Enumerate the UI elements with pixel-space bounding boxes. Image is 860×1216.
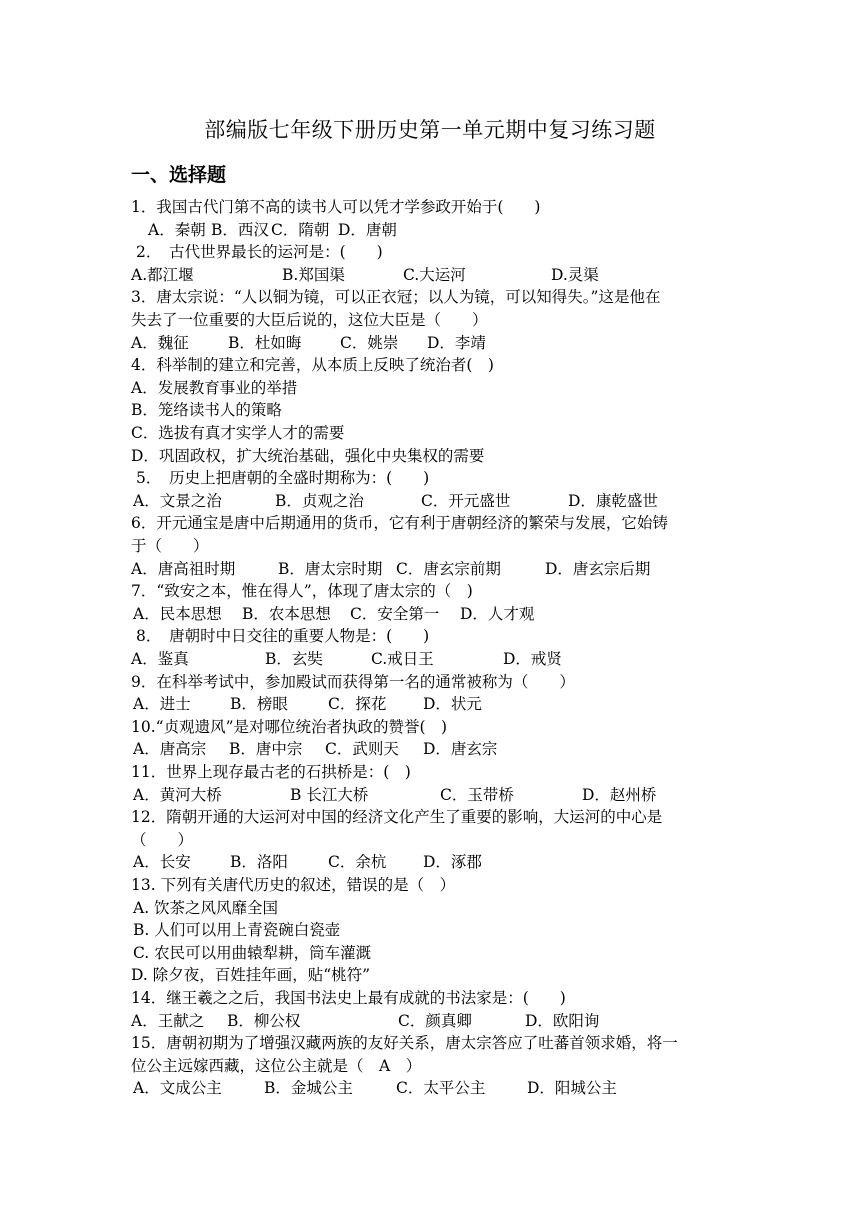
answer-option: D．唐朝 [338,220,397,239]
question-line: D．巩固政权，扩大统治基础，强化中央集权的需要 [131,446,485,465]
question-line: 位公主远嫁西藏，这位公主就是（ A ） [131,1056,422,1075]
answer-option: D．人才观 [460,604,535,623]
answer-option: A．鉴真 [131,650,189,668]
answer-option: B.郑国渠 [282,265,345,284]
answer-option: B．金城公主 [264,1079,353,1098]
answer-option: B．洛阳 [230,853,288,872]
question-line: 12．隋朝开通的大运河对中国的经济文化产生了重要的影响，大运河的中心是 [131,808,663,827]
answer-option: B．农本思想 [242,604,331,623]
answer-option: C．玉带桥 [440,785,514,804]
answer-option: B．西汉 [211,220,269,239]
answer-option: B．榜眼 [230,695,288,714]
question-line: 1．我国古代门第不高的读书人可以凭才学参政开始于( ) [131,198,541,216]
answer-option: B 长江大桥 [290,785,369,804]
answer-option: A．黄河大桥 [133,785,222,804]
answer-option: B．贞观之治 [275,491,364,510]
answer-option: C．颜真卿 [398,1011,472,1030]
answer-option: A．秦朝 [148,220,206,239]
answer-option: A．唐高宗 [133,740,207,759]
answer-option: A．民本思想 [133,604,222,623]
answer-option: A．长安 [133,853,191,872]
question-line: 3．唐太宗说：“人以铜为镜，可以正衣冠；以人为镜，可以知得失。”这是他在 [131,288,661,307]
answer-option: A．魏征 [131,333,189,352]
question-line: 15．唐朝初期为了增强汉藏两族的友好关系，唐太宗答应了吐蕃首领求婚，将一 [131,1034,678,1053]
question-line: 9．在科举考试中，参加殿试而获得第一名的通常被称为（ ） [131,672,575,691]
section-heading: 一、选择题 [131,164,227,186]
answer-option: C．隋朝 [271,220,330,239]
answer-option: A．进士 [133,695,191,714]
question-line: 2． 古代世界最长的运河是：( ) [136,243,383,262]
answer-option: A．唐高祖时期 [131,559,236,578]
question-line: B. 人们可以用上青瓷碗白瓷壶 [133,921,341,940]
answer-option: D．涿郡 [423,853,482,872]
answer-option: B．唐太宗时期 [278,559,383,578]
answer-option: B．杜如晦 [228,333,302,352]
answer-option: D．唐玄宗后期 [545,559,651,578]
question-line: A．发展教育事业的举措 [131,378,298,397]
answer-option: D．赵州桥 [582,785,657,804]
question-line: 4．科举制的建立和完善，从本质上反映了统治者( ) [131,356,494,375]
answer-option: B．柳公权 [227,1011,301,1030]
answer-option: B．唐中宗 [229,740,303,759]
question-line: B．笼络读书人的策略 [131,401,282,420]
answer-option: D．康乾盛世 [568,491,658,510]
answer-option: A．文成公主 [133,1079,222,1098]
answer-option: D．唐玄宗 [423,740,498,759]
answer-option: B．玄奘 [265,650,323,668]
question-line: 失去了一位重要的大臣后说的，这位大臣是（ ） [131,311,488,329]
answer-option: C.戒日王 [371,650,434,668]
question-line: A. 饮茶之风风靡全国 [133,898,279,917]
answer-option: D．状元 [423,695,482,714]
answer-option: A．文景之治 [133,491,222,510]
answer-option: A．王献之 [131,1011,205,1030]
answer-option: C．太平公主 [396,1079,486,1098]
question-line: 5． 历史上把唐朝的全盛时期称为：( ) [136,469,430,488]
question-line: C. 农民可以用曲辕犁耕，筒车灌溉 [133,943,372,962]
question-line: （ ） [131,830,194,849]
answer-option: C．唐玄宗前期 [396,559,501,578]
question-line: 13. 下列有关唐代历史的叙述，错误的是（ ） [131,876,456,894]
question-line: 6．开元通宝是唐中后期通用的货币，它有利于唐朝经济的繁荣与发展，它始铸 [131,514,668,533]
answer-option: C．开元盛世 [421,491,511,510]
answer-option: C．武则天 [325,740,399,759]
answer-option: C.大运河 [403,265,466,284]
answer-option: C．姚崇 [340,333,399,352]
answer-option: C．余杭 [328,853,387,872]
answer-option: D．欧阳询 [525,1011,600,1030]
answer-option: C．探花 [328,695,387,714]
question-line: 8． 唐朝时中日交往的重要人物是：( ) [136,627,430,646]
question-line: 11．世界上现存最古老的石拱桥是：( ) [131,763,411,781]
answer-option: D.灵渠 [551,265,599,284]
question-line: 14．继王羲之之后，我国书法史上最有成就的书法家是：( ) [131,989,566,1007]
answer-option: D．戒贤 [503,650,562,668]
answer-option: A.都江堰 [131,265,194,284]
question-line: 10.“贞观遗风”是对哪位统治者执政的赞誉( ) [131,717,448,736]
question-line: 7．“致安之本，惟在得人”，体现了唐太宗的（ ) [131,582,473,601]
question-line: 于（ ） [131,537,209,555]
answer-option: D．李靖 [427,333,486,352]
page-title: 部编版七年级下册历史第一单元期中复习练习题 [204,118,656,142]
answer-option: D．阳城公主 [527,1079,617,1098]
answer-option: C．安全第一 [350,604,440,623]
question-line: C．选拔有真才实学人才的需要 [131,424,345,442]
question-line: D. 除夕夜，百姓挂年画，贴“桃符” [131,966,371,985]
